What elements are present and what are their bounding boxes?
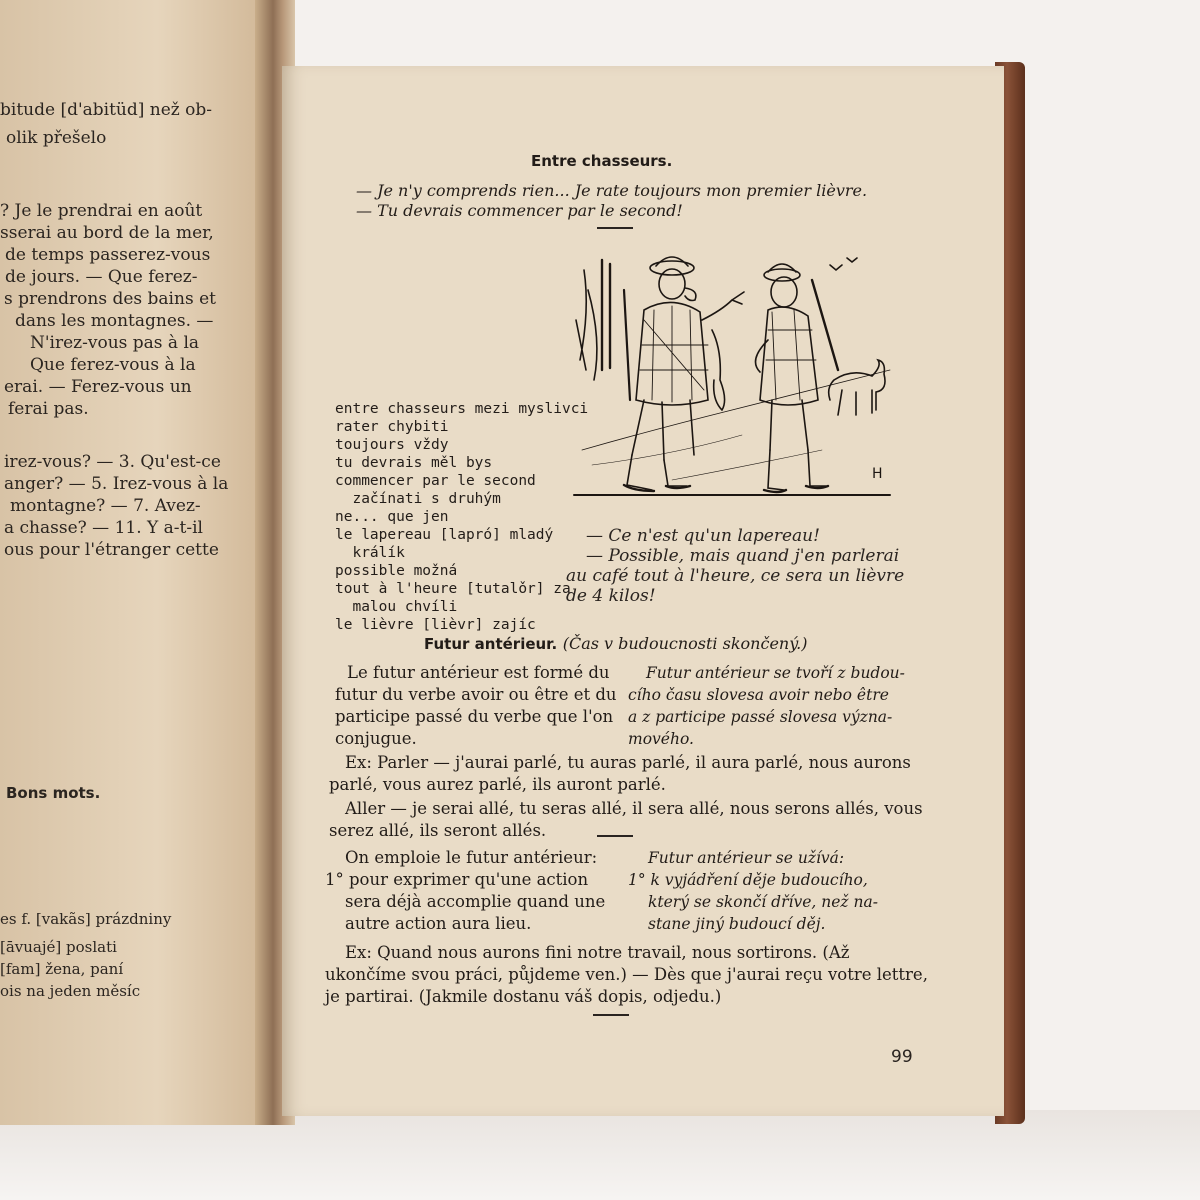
usage-line: autre action aura lieu. <box>345 914 532 933</box>
page-number: 99 <box>891 1047 913 1067</box>
hunters-cartoon-illustration <box>572 250 894 505</box>
example-line: serez allé, ils seront allés. <box>329 821 547 840</box>
usage-line: stane jiný budoucí děj. <box>648 915 826 933</box>
left-heading: Bons mots. <box>6 784 101 802</box>
left-line: N'irez-vous pas à la <box>30 333 200 353</box>
left-line: anger? — 5. Irez-vous à la <box>4 474 229 494</box>
example-line: ukončíme svou práci, půjdeme ven.) — Dès que j'aurai reçu votre lettre, <box>325 965 928 984</box>
example-block-1 <box>329 752 923 842</box>
fr-def-line: Le futur antérieur est formé du <box>347 663 610 682</box>
left-line: ? Je le prendrai en août <box>0 201 203 221</box>
fr-definition <box>335 662 647 750</box>
left-line: [fam] žena, paní <box>0 960 124 978</box>
usage-cz <box>628 847 878 935</box>
example-block-2 <box>325 942 928 1008</box>
cz-def-line: mového. <box>628 730 694 748</box>
left-line: ous pour l'étranger cette <box>4 540 219 560</box>
divider <box>597 835 633 837</box>
caption-line: au café tout à l'heure, ce sera un lièvre <box>566 566 905 586</box>
usage-line: 1° k vyjádření děje budoucího, <box>628 871 868 889</box>
example-line: Ex: Parler — j'aurai parlé, tu auras parlé, il aura parlé, nous aurons <box>345 753 911 772</box>
left-line: bitude [d'abitüd] než ob- <box>0 100 213 120</box>
dialogue-line: — Je n'y comprends rien... Je rate toujours mon premier lièvre. <box>356 181 868 200</box>
section-title <box>424 633 807 655</box>
left-line: a chasse? — 11. Y a-t-il <box>4 518 203 538</box>
usage-line: který se skončí dříve, než na- <box>648 893 878 911</box>
page-title: Entre chasseurs. <box>531 152 673 170</box>
section-title-cz: (Čas v budoucnosti skončený.) <box>562 634 808 653</box>
vocab-item: ne... que jen <box>335 509 449 525</box>
usage-line: Futur antérieur se užívá: <box>648 849 845 867</box>
example-line: je partirai. (Jakmile dostanu váš dopis, odjedu.) <box>325 987 722 1006</box>
dialogue-line: — Tu devrais commencer par le second! <box>356 201 683 220</box>
vocab-item: entre chasseurs mezi myslivci <box>335 401 589 417</box>
usage-line: sera déjà accomplie quand une <box>345 892 606 911</box>
left-line: Que ferez-vous à la <box>30 355 196 375</box>
left-line: olik přešelo <box>6 128 107 148</box>
fr-def-line: futur du verbe avoir ou être et du <box>335 685 617 704</box>
cz-def-line: cího času slovesa avoir nebo être <box>628 686 889 704</box>
caption-line: de 4 kilos! <box>566 586 656 606</box>
vocab-item: le lapereau [lapró] mladý <box>335 527 554 543</box>
cz-definition <box>628 662 926 750</box>
cz-def-line: Futur antérieur se tvoří z budou- <box>646 664 905 682</box>
section-title-fr: Futur antérieur. <box>424 635 558 653</box>
left-line: ferai pas. <box>8 399 89 419</box>
left-line: de jours. — Que ferez- <box>5 267 198 287</box>
left-page <box>0 0 262 1125</box>
fr-def-line: participe passé du verbe que l'on <box>335 707 614 726</box>
vocab-item: malou chvíli <box>335 599 458 615</box>
cz-def-line: a z participe passé slovesa význa- <box>628 708 893 726</box>
divider <box>593 1014 629 1016</box>
left-line: de temps passerez-vous <box>5 245 211 265</box>
fr-def-line: conjugue. <box>335 729 417 748</box>
left-line: ois na jeden měsíc <box>0 982 141 1000</box>
left-line: [āvuajé] poslati <box>0 938 117 956</box>
vocab-item: toujours vždy <box>335 437 449 453</box>
left-line: s prendrons des bains et <box>4 289 216 309</box>
example-line: Aller — je serai allé, tu seras allé, il sera allé, nous serons allés, vous <box>345 799 923 818</box>
left-line: dans les montagnes. — <box>15 311 214 331</box>
divider <box>597 227 633 229</box>
example-line: parlé, vous aurez parlé, ils auront parlé. <box>329 775 666 794</box>
usage-fr <box>325 847 606 935</box>
vocab-item: začínati s druhým <box>335 491 501 507</box>
usage-line: On emploie le futur antérieur: <box>345 848 598 867</box>
illustration-signature: H <box>872 466 883 482</box>
left-line: montagne? — 7. Avez- <box>10 496 201 516</box>
left-line: es f. [vakãs] prázdniny <box>0 910 172 928</box>
example-line: Ex: Quand nous aurons fini notre travail, nous sortirons. (Až <box>345 943 850 962</box>
left-line: irez-vous? — 3. Qu'est-ce <box>4 452 221 472</box>
vocab-item: possible možná <box>335 563 458 579</box>
vocab-item: tu devrais měl bys <box>335 455 493 471</box>
vocab-item: le lièvre [lièvr] zajíc <box>335 617 536 633</box>
vocab-item: králík <box>335 545 405 561</box>
vocab-item: rater chybiti <box>335 419 449 435</box>
usage-line: 1° pour exprimer qu'une action <box>325 870 589 889</box>
caption-line: — Possible, mais quand j'en parlerai <box>586 546 900 566</box>
left-line: sserai au bord de la mer, <box>0 223 214 243</box>
caption-line: — Ce n'est qu'un lapereau! <box>586 526 820 546</box>
left-line: erai. — Ferez-vous un <box>4 377 192 397</box>
vocab-item: commencer par le second <box>335 473 536 489</box>
vocab-item: tout à l'heure [tutalǒr] za <box>335 581 571 597</box>
